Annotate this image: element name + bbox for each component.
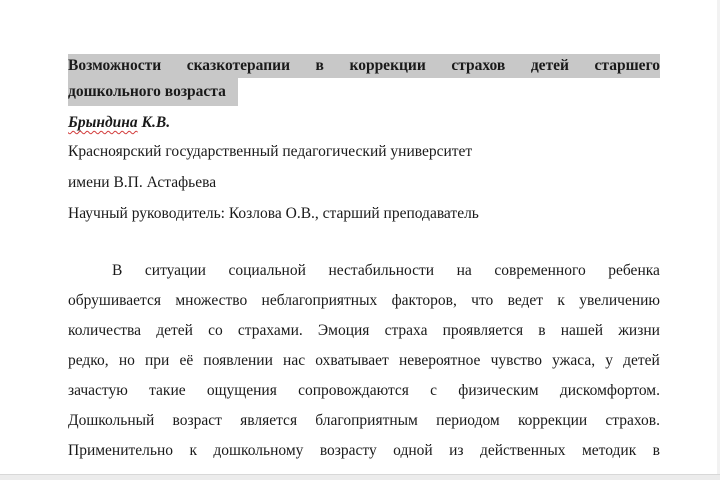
body-word: дискомфортом. xyxy=(559,382,660,399)
body-word: является xyxy=(240,412,298,429)
body-word: на xyxy=(456,262,472,279)
title-word: Возможности xyxy=(68,57,162,74)
body-line xyxy=(68,286,660,316)
body-word: такие xyxy=(149,382,186,399)
author-initials: К.В. xyxy=(137,114,171,131)
body-word: факторов, xyxy=(391,292,457,309)
title-word: старшего xyxy=(594,57,660,74)
body-word: страхов. xyxy=(605,412,660,429)
body-word: социальной xyxy=(228,262,306,279)
body-word: действенных xyxy=(479,442,566,459)
body-word: при xyxy=(145,352,170,369)
body-word: возрасту xyxy=(319,442,377,459)
body-word: методик xyxy=(581,442,637,459)
title-word: в xyxy=(315,57,324,74)
body-word: появлении xyxy=(203,352,273,369)
body-line xyxy=(68,376,660,406)
body-line xyxy=(68,316,660,346)
body-word: редко, xyxy=(68,352,109,369)
body-paragraph xyxy=(68,256,660,466)
supervisor-line: Научный руководитель: Козлова О.В., старший преподаватель xyxy=(68,205,479,222)
body-word: страхами. xyxy=(237,322,303,339)
body-word: что xyxy=(471,292,494,309)
page-bottom-edge xyxy=(0,474,720,480)
title-line-1 xyxy=(68,54,660,78)
body-word: нашей xyxy=(560,322,604,339)
author-surname: Брындина xyxy=(68,114,138,131)
body-word: коррекции xyxy=(517,412,588,429)
body-word: но xyxy=(118,352,135,369)
title-word: сказкотерапии xyxy=(186,57,290,74)
body-word: Дошкольный xyxy=(68,412,155,429)
author-name xyxy=(68,110,660,136)
body-word: охватывает xyxy=(315,352,389,369)
body-word: нестабильности xyxy=(328,262,435,279)
body-word: ужаса, xyxy=(552,352,596,369)
article-title xyxy=(68,54,660,106)
body-word: Применительно xyxy=(68,442,174,459)
body-word: детей xyxy=(156,322,193,339)
body-word: со xyxy=(208,322,223,339)
title-line-2: дошкольного возраста xyxy=(68,78,238,106)
body-word: ведет xyxy=(507,292,544,309)
body-word: невероятное xyxy=(398,352,481,369)
body-word: в xyxy=(538,322,546,339)
body-word: Эмоция xyxy=(317,322,370,339)
body-word: с xyxy=(430,382,438,399)
body-word: В xyxy=(112,262,123,279)
body-word: современного xyxy=(494,262,586,279)
title-word: страхов xyxy=(451,57,506,74)
body-word: страха xyxy=(384,322,428,339)
body-word: дошкольному xyxy=(213,442,304,459)
affiliation-line-2: имени В.П. Астафьева xyxy=(68,174,217,191)
body-line xyxy=(68,256,660,286)
body-word: жизни xyxy=(618,322,660,339)
body-word: детей xyxy=(623,352,660,369)
body-word: ситуации xyxy=(144,262,206,279)
body-word: у xyxy=(605,352,613,369)
body-word: чувство xyxy=(490,352,542,369)
body-word: увеличению xyxy=(579,292,660,309)
body-line xyxy=(68,346,660,376)
body-word: физическим xyxy=(458,382,539,399)
body-word: нас xyxy=(283,352,306,369)
body-word: её xyxy=(179,352,194,369)
body-word: к xyxy=(557,292,565,309)
body-word: периодом xyxy=(436,412,500,429)
body-word: зачастую xyxy=(68,382,128,399)
body-word: обрушивается xyxy=(68,292,162,309)
body-word: сопровождаются xyxy=(298,382,409,399)
body-line xyxy=(68,406,660,436)
document-content xyxy=(68,52,660,466)
body-word: возраст xyxy=(172,412,222,429)
body-word: одной xyxy=(393,442,433,459)
body-word: количества xyxy=(68,322,142,339)
body-word: неблагоприятных xyxy=(261,292,378,309)
affiliation-line-1: Красноярский государственный педагогический университет xyxy=(68,143,473,160)
body-word: ребенка xyxy=(608,262,660,279)
body-word: проявляется xyxy=(442,322,524,339)
title-word: коррекции xyxy=(349,57,426,74)
body-line xyxy=(68,436,660,466)
body-word: множество xyxy=(175,292,248,309)
body-word: из xyxy=(449,442,464,459)
body-word: благоприятным xyxy=(315,412,418,429)
body-word: к xyxy=(189,442,197,459)
title-word: детей xyxy=(530,57,569,74)
body-word: ощущения xyxy=(206,382,277,399)
body-word: в xyxy=(652,442,660,459)
